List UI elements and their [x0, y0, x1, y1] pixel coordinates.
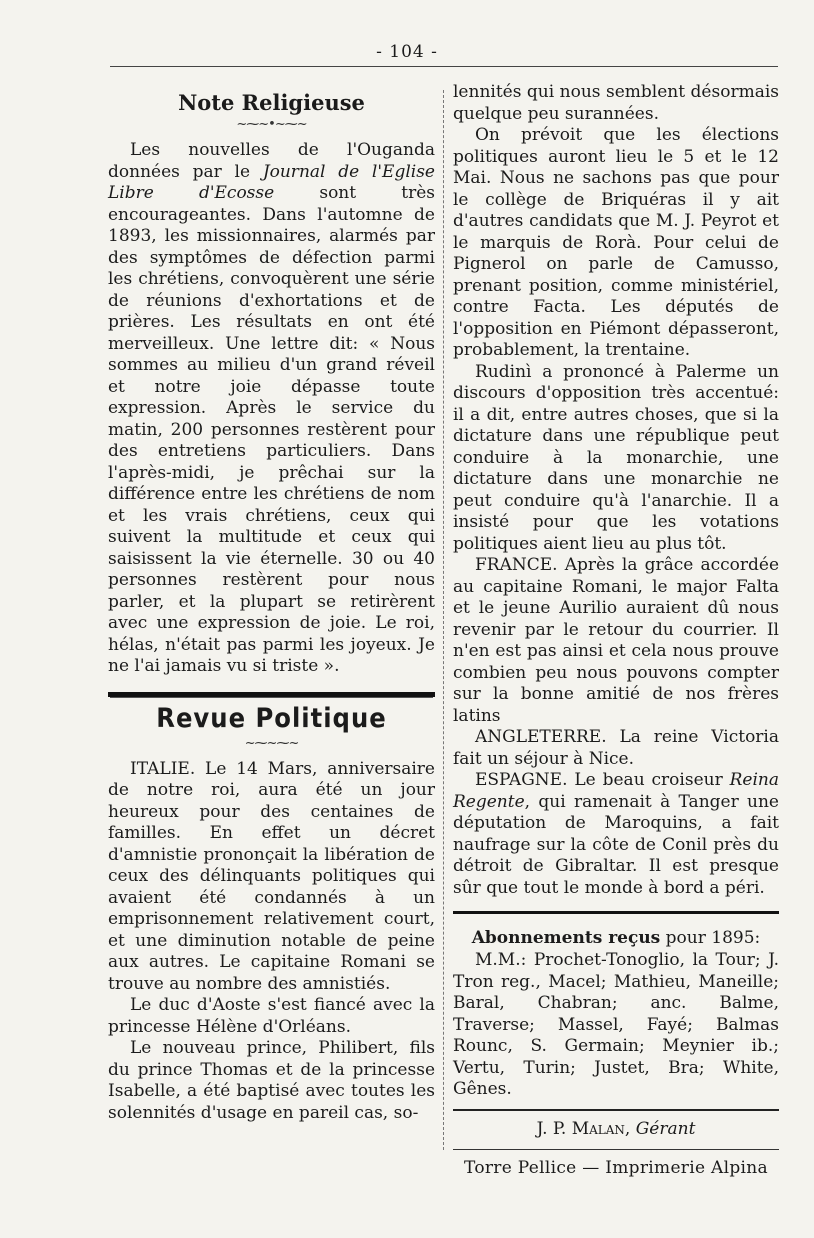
politics-heading: Revue Politique: [156, 702, 387, 734]
abonnements-year: pour 1895:: [660, 928, 761, 948]
journal-title: Journal de l'Eglise Libre d'Ecosse: [108, 161, 435, 203]
espagne-paragraph: [453, 770, 779, 899]
france-paragraph: FRANCE. Après la grâce accordée au capitaine Romani, le major Falta et le jeune Aurilio auraient dû nous revenir par le retour du courrier. Il n'en est pas ainsi et cela nous prouve combien peu nous pouvons compter sur la bonne amitié de nos frères latins: [453, 555, 779, 726]
abonnements-heading: [453, 928, 779, 948]
espagne-text-b: , qui ramenait à Tanger une députation de Maroquins, a fait naufrage sur la côte de Conil près du détroit de Gibraltar. Il est presque sûr que tout le monde à bord a péri.: [453, 791, 779, 898]
rudini-paragraph: Rudinì a prononcé à Palerme un discours d'opposition très accentué: il a dit, entre autres choses, que si la dictature dans une république peut conduire à la monarchie, une dictature dans une monarchie ne peut conduire qu'à l'anarchie. Il a insisté pour que les votations politiques aient lieu au plus tôt.: [453, 361, 779, 554]
abonnements-label: Abonnements reçus: [471, 928, 661, 948]
gerant-rule: [453, 1109, 779, 1111]
prince-paragraph: Le nouveau prince, Philibert, fils du prince Thomas et de la princesse Isabelle, a été baptisé avec toutes les solennités d'usage en pareil cas, so-: [108, 1038, 435, 1123]
gerant-title: Gérant: [630, 1118, 696, 1139]
left-column: [108, 82, 435, 1124]
religion-text-b: sont très encourageantes. Dans l'automne de 1893, les missionnaires, alarmés par des symptômes de défection parmi les chrétiens, convoquèrent une série de réunions d'exhortations et de prières. Les résultats en ont été merveilleux. Une lettre dit: « Nous sommes au milieu d'un grand réveil et notre joie dépasse toute expression. Après le service du matin, 200 personnes restèrent pour des entretiens particuliers. Dans l'après-midi, je prêchai sur la différence entre les chrétiens de nom et les vrais chrétiens, ceux qui suivent la multitude et ceux qui saisissent la vie éternelle. 30 ou 40 personnes restèrent pour nous parler, et la plupart se retirèrent avec une expression de joie. Le roi, hélas, n'était pas parmi les joyeux. Je ne l'ai jamais vu si triste ».: [108, 183, 435, 676]
espagne-text-a: ESPAGNE. Le beau croiseur: [475, 770, 730, 790]
abonnements-divider: [453, 911, 779, 914]
religion-ornament: ~⁓~•~⁓~: [236, 117, 307, 132]
angleterre-paragraph: ANGLETERRE. La reine Victoria fait un séjour à Nice.: [453, 727, 779, 769]
religion-heading: Note Religieuse: [178, 90, 365, 115]
column-separator: [443, 90, 444, 1150]
duc-paragraph: Le duc d'Aoste s'est fiancé avec la princesse Hélène d'Orléans.: [108, 995, 435, 1037]
religion-paragraph: [108, 140, 435, 678]
politics-ornament: ~⁓~⁓~: [244, 735, 299, 751]
ship-name: Reina Regente: [453, 770, 779, 812]
section-divider: [108, 692, 435, 697]
imprint-rule: [453, 1149, 779, 1150]
gerant-name: J. P. Malan,: [536, 1118, 631, 1139]
italie-paragraph: ITALIE. Le 14 Mars, anniversaire de notre roi, aura été un jour heureux pour des centaines de familles. En effet un décret d'amnistie prononçait la libération de ceux des délinquants politiques qui avaient été condannés à un emprisonnement relativement court, et une diminution notable de peine aux autres. Le capitaine Romani se trouve au nombre des amnistiés.: [108, 758, 435, 994]
right-column: [453, 82, 779, 1178]
continuation-paragraph: lennités qui nous semblent désormais quelque peu surannées.: [453, 82, 779, 124]
elections-paragraph: On prévoit que les élections politiques auront lieu le 5 et le 12 Mai. Nous ne sachons pas que pour le collège de Briquéras il y ait d'autres candidats que M. J. Peyrot et le marquis de Rorà. Pour celui de Pignerol on parle de Camusso, prenant position, comme ministériel, contre Facta. Les députés de l'opposition en Piémont dépasseront, probablement, la trentaine.: [453, 125, 779, 360]
imprint: Torre Pellice — Imprimerie Alpina: [464, 1157, 768, 1178]
top-rule: [110, 66, 778, 67]
religion-text-a: Les nouvelles de l'Ouganda données par le: [108, 140, 435, 182]
abonnements-list: M.M.: Prochet-Tonoglio, la Tour; J. Tron reg., Macel; Mathieu, Maneille; Baral, Chabran; anc. Balme, Traverse; Massel, Fayé; Balmas Rounc, S. Germain; Meynier ib.; Vertu, Turin; Justet, Bra; White, Gênes.: [453, 950, 779, 1099]
gerant-line: [453, 1119, 779, 1139]
page-number: - 104 -: [376, 42, 438, 62]
